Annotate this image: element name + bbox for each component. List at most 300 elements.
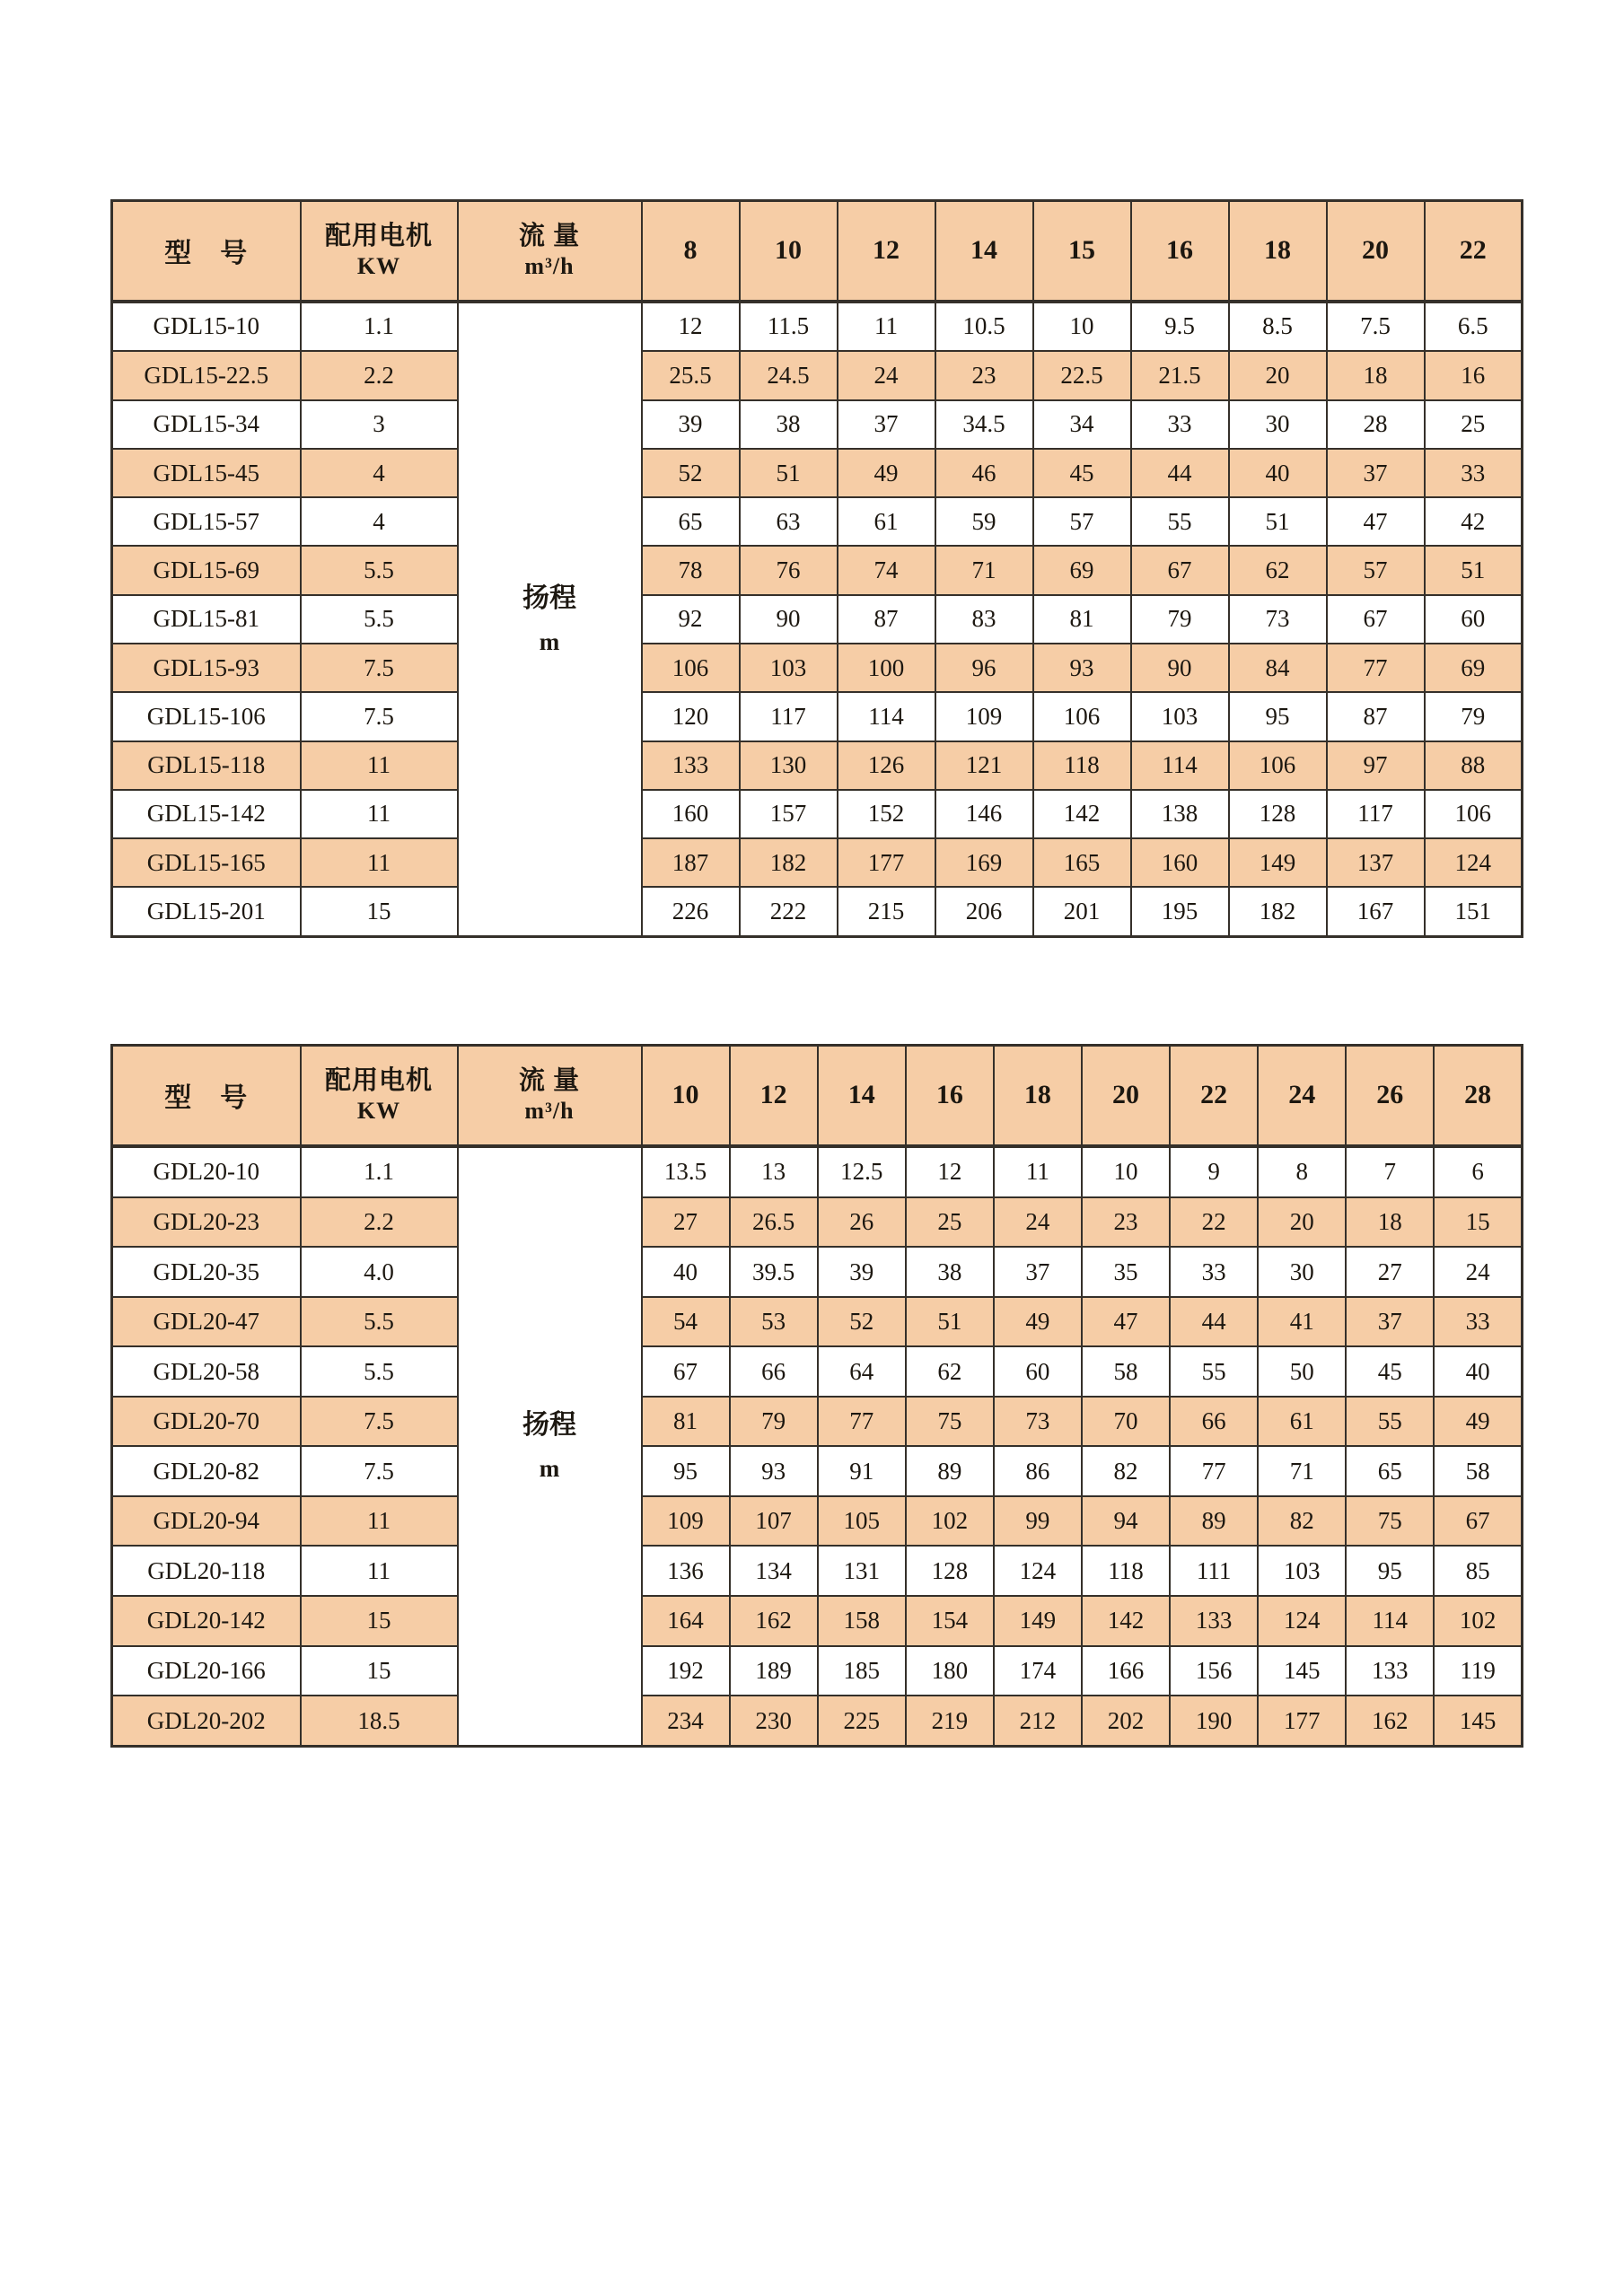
head-value-cell: 114	[838, 692, 935, 741]
head-value-cell: 230	[730, 1696, 818, 1746]
column-header-flow-value: 12	[838, 201, 935, 302]
head-value-cell: 38	[906, 1247, 994, 1297]
head-value-cell: 124	[1425, 838, 1523, 887]
head-value-cell: 87	[838, 595, 935, 644]
head-value-cell: 24.5	[740, 351, 838, 399]
head-value-cell: 71	[935, 546, 1033, 594]
column-header-flow-value: 20	[1082, 1046, 1170, 1146]
head-value-cell: 73	[1229, 595, 1327, 644]
head-value-cell: 12	[642, 302, 740, 352]
table-row	[112, 1346, 1523, 1397]
model-cell: GDL15-57	[112, 497, 301, 546]
head-value-cell: 81	[1033, 595, 1131, 644]
head-value-cell: 118	[1082, 1546, 1170, 1596]
head-value-cell: 82	[1082, 1446, 1170, 1496]
head-value-cell: 42	[1425, 497, 1523, 546]
head-value-cell: 90	[740, 595, 838, 644]
head-value-cell: 162	[730, 1596, 818, 1646]
head-value-cell: 103	[740, 644, 838, 692]
head-value-cell: 6	[1434, 1146, 1522, 1197]
head-value-cell: 62	[906, 1346, 994, 1397]
head-value-cell: 15	[1434, 1197, 1522, 1248]
motor-label: 配用电机	[324, 221, 433, 250]
head-value-cell: 25	[1425, 400, 1523, 449]
column-header-flow-value: 14	[935, 201, 1033, 302]
head-value-cell: 146	[935, 790, 1033, 838]
head-value-cell: 201	[1033, 887, 1131, 936]
head-value-cell: 138	[1131, 790, 1229, 838]
head-value-cell: 225	[818, 1696, 906, 1746]
head-value-cell: 79	[730, 1397, 818, 1447]
head-value-cell: 109	[935, 692, 1033, 741]
head-value-cell: 22	[1170, 1197, 1258, 1248]
column-header-flow-value: 22	[1170, 1046, 1258, 1146]
head-value-cell: 105	[818, 1496, 906, 1547]
head-value-cell: 124	[994, 1546, 1082, 1596]
table-row	[112, 1596, 1523, 1646]
head-value-cell: 187	[642, 838, 740, 887]
model-cell: GDL15-165	[112, 838, 301, 887]
head-value-cell: 78	[642, 546, 740, 594]
head-value-cell: 61	[838, 497, 935, 546]
head-value-cell: 63	[740, 497, 838, 546]
head-value-cell: 102	[906, 1496, 994, 1547]
head-value-cell: 77	[1327, 644, 1425, 692]
head-value-cell: 27	[1346, 1247, 1434, 1297]
table-row	[112, 1546, 1523, 1596]
model-cell: GDL20-70	[112, 1397, 301, 1447]
head-value-cell: 169	[935, 838, 1033, 887]
head-unit-label: m	[539, 1455, 560, 1483]
table-row	[112, 351, 1523, 399]
head-value-cell: 41	[1258, 1297, 1346, 1347]
head-value-cell: 103	[1258, 1546, 1346, 1596]
head-value-cell: 165	[1033, 838, 1131, 887]
head-value-cell: 95	[1229, 692, 1327, 741]
model-cell: GDL15-69	[112, 546, 301, 594]
head-value-cell: 65	[642, 497, 740, 546]
motor-kw-cell: 7.5	[301, 1446, 458, 1496]
head-value-cell: 50	[1258, 1346, 1346, 1397]
head-value-cell: 28	[1327, 400, 1425, 449]
head-value-cell: 59	[935, 497, 1033, 546]
head-value-cell: 212	[994, 1696, 1082, 1746]
head-value-cell: 79	[1425, 692, 1523, 741]
head-value-cell: 11	[838, 302, 935, 352]
head-value-cell: 219	[906, 1696, 994, 1746]
head-value-cell: 202	[1082, 1696, 1170, 1746]
model-cell: GDL15-22.5	[112, 351, 301, 399]
head-value-cell: 58	[1434, 1446, 1522, 1496]
head-value-cell: 145	[1434, 1696, 1522, 1746]
head-value-cell: 164	[642, 1596, 730, 1646]
motor-kw-cell: 7.5	[301, 1397, 458, 1447]
table-row	[112, 546, 1523, 594]
motor-kw-cell: 18.5	[301, 1696, 458, 1746]
head-value-cell: 49	[1434, 1397, 1522, 1447]
head-value-cell: 45	[1346, 1346, 1434, 1397]
table-row	[112, 1397, 1523, 1447]
column-header-flow	[458, 1046, 642, 1146]
column-header-flow-value: 20	[1327, 201, 1425, 302]
model-cell: GDL15-45	[112, 449, 301, 497]
head-value-cell: 109	[642, 1496, 730, 1547]
head-value-cell: 34	[1033, 400, 1131, 449]
head-value-cell: 91	[818, 1446, 906, 1496]
head-value-cell: 96	[935, 644, 1033, 692]
motor-unit-label: KW	[356, 253, 401, 280]
head-value-cell: 133	[1170, 1596, 1258, 1646]
motor-kw-cell: 2.2	[301, 1197, 458, 1248]
table-row	[112, 1446, 1523, 1496]
head-value-cell: 75	[906, 1397, 994, 1447]
head-value-cell: 10	[1082, 1146, 1170, 1197]
head-value-cell: 61	[1258, 1397, 1346, 1447]
head-value-cell: 16	[1425, 351, 1523, 399]
head-value-cell: 158	[818, 1596, 906, 1646]
head-value-cell: 44	[1170, 1297, 1258, 1347]
motor-kw-cell: 11	[301, 1546, 458, 1596]
model-cell: GDL20-10	[112, 1146, 301, 1197]
head-value-cell: 100	[838, 644, 935, 692]
head-value-cell: 71	[1258, 1446, 1346, 1496]
head-value-cell: 87	[1327, 692, 1425, 741]
head-value-cell: 107	[730, 1496, 818, 1547]
head-value-cell: 40	[1229, 449, 1327, 497]
head-value-cell: 128	[1229, 790, 1327, 838]
head-value-cell: 167	[1327, 887, 1425, 936]
head-value-cell: 75	[1346, 1496, 1434, 1547]
head-value-cell: 66	[1170, 1397, 1258, 1447]
column-header-flow-value: 22	[1425, 201, 1523, 302]
head-value-cell: 10.5	[935, 302, 1033, 352]
model-cell: GDL20-202	[112, 1696, 301, 1746]
head-value-cell: 39	[818, 1247, 906, 1297]
motor-kw-cell: 11	[301, 1496, 458, 1547]
head-value-cell: 118	[1033, 741, 1131, 790]
head-value-cell: 136	[642, 1546, 730, 1596]
head-value-cell: 120	[642, 692, 740, 741]
motor-kw-cell: 15	[301, 1596, 458, 1646]
head-value-cell: 67	[642, 1346, 730, 1397]
head-value-cell: 77	[818, 1397, 906, 1447]
head-value-cell: 67	[1434, 1496, 1522, 1547]
head-value-cell: 49	[994, 1297, 1082, 1347]
motor-kw-cell: 7.5	[301, 644, 458, 692]
head-value-cell: 222	[740, 887, 838, 936]
column-header-flow-value: 12	[730, 1046, 818, 1146]
table-row	[112, 644, 1523, 692]
motor-kw-cell: 4.0	[301, 1247, 458, 1297]
head-value-cell: 106	[1033, 692, 1131, 741]
head-value-cell: 26	[818, 1197, 906, 1248]
head-value-cell: 154	[906, 1596, 994, 1646]
head-value-cell: 79	[1131, 595, 1229, 644]
column-header-flow-value: 16	[906, 1046, 994, 1146]
head-value-cell: 23	[1082, 1197, 1170, 1248]
head-value-cell: 18	[1346, 1197, 1434, 1248]
motor-kw-cell: 2.2	[301, 351, 458, 399]
head-value-cell: 37	[838, 400, 935, 449]
head-value-cell: 45	[1033, 449, 1131, 497]
head-value-cell: 30	[1229, 400, 1327, 449]
head-label: 扬程	[522, 583, 576, 613]
motor-kw-cell: 11	[301, 790, 458, 838]
head-value-cell: 134	[730, 1546, 818, 1596]
head-value-cell: 149	[1229, 838, 1327, 887]
head-value-cell: 37	[1346, 1297, 1434, 1347]
head-value-cell: 57	[1327, 546, 1425, 594]
model-cell: GDL20-82	[112, 1446, 301, 1496]
head-value-cell: 40	[1434, 1346, 1522, 1397]
model-cell: GDL20-35	[112, 1247, 301, 1297]
motor-kw-cell: 15	[301, 887, 458, 936]
head-value-cell: 86	[994, 1446, 1082, 1496]
pump-spec-table-gdl15	[110, 199, 1523, 938]
head-value-cell: 82	[1258, 1496, 1346, 1547]
head-value-cell: 177	[838, 838, 935, 887]
head-value-cell: 111	[1170, 1546, 1258, 1596]
head-value-cell: 6.5	[1425, 302, 1523, 352]
head-value-cell: 13	[730, 1146, 818, 1197]
motor-kw-cell: 4	[301, 497, 458, 546]
head-value-cell: 106	[642, 644, 740, 692]
flow-unit-label: m³/h	[524, 253, 575, 280]
head-value-cell: 7	[1346, 1146, 1434, 1197]
head-value-cell: 11.5	[740, 302, 838, 352]
head-value-cell: 52	[642, 449, 740, 497]
head-value-cell: 180	[906, 1646, 994, 1696]
head-value-cell: 133	[1346, 1646, 1434, 1696]
head-value-cell: 93	[730, 1446, 818, 1496]
column-header-model: 型 号	[112, 201, 301, 302]
head-value-cell: 35	[1082, 1247, 1170, 1297]
model-cell: GDL20-166	[112, 1646, 301, 1696]
head-unit-cell	[458, 1146, 642, 1747]
column-header-flow-value: 15	[1033, 201, 1131, 302]
head-value-cell: 142	[1082, 1596, 1170, 1646]
head-value-cell: 55	[1346, 1397, 1434, 1447]
column-header-flow	[458, 201, 642, 302]
motor-kw-cell: 1.1	[301, 302, 458, 352]
head-value-cell: 131	[818, 1546, 906, 1596]
header-row	[112, 201, 1523, 302]
head-value-cell: 149	[994, 1596, 1082, 1646]
head-value-cell: 37	[1327, 449, 1425, 497]
table-row	[112, 449, 1523, 497]
pump-spec-table-gdl20	[110, 1044, 1523, 1748]
head-value-cell: 53	[730, 1297, 818, 1347]
head-value-cell: 151	[1425, 887, 1523, 936]
model-cell: GDL20-23	[112, 1197, 301, 1248]
head-value-cell: 26.5	[730, 1197, 818, 1248]
head-value-cell: 121	[935, 741, 1033, 790]
head-value-cell: 74	[838, 546, 935, 594]
head-value-cell: 38	[740, 400, 838, 449]
head-value-cell: 8.5	[1229, 302, 1327, 352]
head-value-cell: 58	[1082, 1346, 1170, 1397]
head-value-cell: 67	[1131, 546, 1229, 594]
head-value-cell: 55	[1170, 1346, 1258, 1397]
head-value-cell: 51	[906, 1297, 994, 1347]
motor-kw-cell: 5.5	[301, 546, 458, 594]
table-row	[112, 1696, 1523, 1746]
model-cell: GDL15-34	[112, 400, 301, 449]
head-value-cell: 39.5	[730, 1247, 818, 1297]
head-value-cell: 215	[838, 887, 935, 936]
head-value-cell: 102	[1434, 1596, 1522, 1646]
head-value-cell: 76	[740, 546, 838, 594]
head-value-cell: 60	[994, 1346, 1082, 1397]
head-value-cell: 114	[1346, 1596, 1434, 1646]
head-value-cell: 66	[730, 1346, 818, 1397]
motor-kw-cell: 5.5	[301, 595, 458, 644]
head-value-cell: 119	[1434, 1646, 1522, 1696]
head-value-cell: 130	[740, 741, 838, 790]
head-value-cell: 133	[642, 741, 740, 790]
column-header-flow-value: 8	[642, 201, 740, 302]
head-value-cell: 126	[838, 741, 935, 790]
head-value-cell: 12	[906, 1146, 994, 1197]
head-value-cell: 93	[1033, 644, 1131, 692]
head-value-cell: 44	[1131, 449, 1229, 497]
column-header-flow-value: 16	[1131, 201, 1229, 302]
head-value-cell: 137	[1327, 838, 1425, 887]
head-value-cell: 33	[1131, 400, 1229, 449]
head-value-cell: 185	[818, 1646, 906, 1696]
head-value-cell: 89	[906, 1446, 994, 1496]
head-value-cell: 182	[740, 838, 838, 887]
head-value-cell: 30	[1258, 1247, 1346, 1297]
head-value-cell: 157	[740, 790, 838, 838]
head-value-cell: 77	[1170, 1446, 1258, 1496]
head-value-cell: 60	[1425, 595, 1523, 644]
table-row	[112, 790, 1523, 838]
head-value-cell: 89	[1170, 1496, 1258, 1547]
head-value-cell: 21.5	[1131, 351, 1229, 399]
head-value-cell: 22.5	[1033, 351, 1131, 399]
head-value-cell: 10	[1033, 302, 1131, 352]
model-cell: GDL15-142	[112, 790, 301, 838]
head-value-cell: 33	[1170, 1247, 1258, 1297]
model-cell: GDL20-47	[112, 1297, 301, 1347]
head-value-cell: 160	[642, 790, 740, 838]
motor-kw-cell: 11	[301, 741, 458, 790]
head-value-cell: 52	[818, 1297, 906, 1347]
model-cell: GDL20-94	[112, 1496, 301, 1547]
head-value-cell: 51	[740, 449, 838, 497]
head-value-cell: 195	[1131, 887, 1229, 936]
head-value-cell: 8	[1258, 1146, 1346, 1197]
head-value-cell: 226	[642, 887, 740, 936]
model-cell: GDL15-93	[112, 644, 301, 692]
head-value-cell: 33	[1425, 449, 1523, 497]
column-header-model: 型 号	[112, 1046, 301, 1146]
column-header-flow-value: 26	[1346, 1046, 1434, 1146]
head-value-cell: 9	[1170, 1146, 1258, 1197]
head-value-cell: 88	[1425, 741, 1523, 790]
head-value-cell: 124	[1258, 1596, 1346, 1646]
head-value-cell: 84	[1229, 644, 1327, 692]
head-value-cell: 177	[1258, 1696, 1346, 1746]
head-value-cell: 97	[1327, 741, 1425, 790]
table-row	[112, 1197, 1523, 1248]
head-value-cell: 20	[1258, 1197, 1346, 1248]
head-value-cell: 117	[1327, 790, 1425, 838]
header-row	[112, 1046, 1523, 1146]
head-value-cell: 206	[935, 887, 1033, 936]
head-value-cell: 73	[994, 1397, 1082, 1447]
head-value-cell: 25	[906, 1197, 994, 1248]
model-cell: GDL15-201	[112, 887, 301, 936]
head-value-cell: 128	[906, 1546, 994, 1596]
head-value-cell: 182	[1229, 887, 1327, 936]
head-value-cell: 69	[1425, 644, 1523, 692]
head-value-cell: 25.5	[642, 351, 740, 399]
head-value-cell: 83	[935, 595, 1033, 644]
model-cell: GDL15-118	[112, 741, 301, 790]
head-value-cell: 117	[740, 692, 838, 741]
motor-label: 配用电机	[324, 1065, 433, 1095]
head-value-cell: 49	[838, 449, 935, 497]
head-value-cell: 92	[642, 595, 740, 644]
head-value-cell: 51	[1229, 497, 1327, 546]
table-row	[112, 497, 1523, 546]
head-value-cell: 145	[1258, 1646, 1346, 1696]
model-cell: GDL15-106	[112, 692, 301, 741]
head-value-cell: 99	[994, 1496, 1082, 1547]
head-value-cell: 189	[730, 1646, 818, 1696]
head-value-cell: 13.5	[642, 1146, 730, 1197]
motor-kw-cell: 15	[301, 1646, 458, 1696]
head-value-cell: 39	[642, 400, 740, 449]
head-value-cell: 85	[1434, 1546, 1522, 1596]
motor-kw-cell: 4	[301, 449, 458, 497]
table-row	[112, 838, 1523, 887]
column-header-flow-value: 10	[642, 1046, 730, 1146]
head-value-cell: 95	[1346, 1546, 1434, 1596]
table-row	[112, 1496, 1523, 1547]
column-header-motor	[301, 1046, 458, 1146]
motor-kw-cell: 1.1	[301, 1146, 458, 1197]
head-value-cell: 162	[1346, 1696, 1434, 1746]
head-value-cell: 234	[642, 1696, 730, 1746]
head-value-cell: 152	[838, 790, 935, 838]
motor-kw-cell: 5.5	[301, 1346, 458, 1397]
motor-kw-cell: 3	[301, 400, 458, 449]
column-header-flow-value: 24	[1258, 1046, 1346, 1146]
head-value-cell: 18	[1327, 351, 1425, 399]
table-row	[112, 595, 1523, 644]
head-value-cell: 62	[1229, 546, 1327, 594]
head-value-cell: 67	[1327, 595, 1425, 644]
head-value-cell: 12.5	[818, 1146, 906, 1197]
head-value-cell: 190	[1170, 1696, 1258, 1746]
motor-kw-cell: 11	[301, 838, 458, 887]
head-value-cell: 23	[935, 351, 1033, 399]
head-value-cell: 114	[1131, 741, 1229, 790]
head-label: 扬程	[522, 1410, 576, 1441]
head-value-cell: 106	[1425, 790, 1523, 838]
head-value-cell: 57	[1033, 497, 1131, 546]
head-value-cell: 81	[642, 1397, 730, 1447]
column-header-flow-value: 10	[740, 201, 838, 302]
flow-unit-label: m³/h	[524, 1098, 575, 1125]
head-value-cell: 51	[1425, 546, 1523, 594]
head-value-cell: 103	[1131, 692, 1229, 741]
head-value-cell: 11	[994, 1146, 1082, 1197]
flow-label: 流 量	[518, 221, 581, 250]
